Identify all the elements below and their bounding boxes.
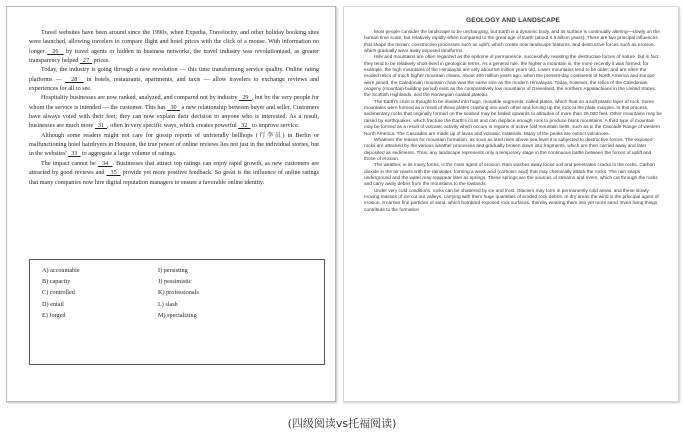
passage-text-run: prices. xyxy=(92,58,110,65)
blank-number: 28 xyxy=(64,76,84,83)
word-option: E) forged xyxy=(42,311,66,319)
word-bank-row xyxy=(42,289,324,300)
word-option: D) entail xyxy=(42,300,64,308)
word-option: M) specializing xyxy=(158,311,197,319)
passage-text-run: to improve service. xyxy=(250,123,300,130)
passage-text-run: Travel websites have been around since the 1990s, when Expedia, Travelocity, and other holiday booking sites were launched, allowing travelers to compare flight and hotel prices with the click of a mouse. With information no longer xyxy=(29,30,319,55)
word-option: B) capacity xyxy=(42,278,71,286)
blank-number: 29 xyxy=(239,95,252,102)
passage-paragraph: The Earth's crust is thought to be divided into huge, movable segments, called plates, which float on a soft plastic layer of rock. Some mountains were formed as a result of these plates crashing into each other and forcing up the rock at the plate margins. In this process, sedimentary rocks that originally formed on the seabed may be folded upwards to altitudes of more than 26,000 feet. Other mountains may be raised by earthquakes, which fracture the Earth's crust and can displace enough rock to produce block mountains. A third type of mountain may be formed as a result of volcanic activity which occurs in regions of active fold mountain belts, such as in the Cascade Range of western North America. The Cascades are made up of lavas and volcanic materials. Many of the peaks are extinct volcanoes. xyxy=(364,99,662,137)
word-option: K) professionals xyxy=(158,289,199,297)
passage-text-run: in hotels, restaurants, apartments, and taxis — allow travelers to exchange reviews and experiences for all to see. xyxy=(29,76,320,93)
passage-body xyxy=(364,30,662,214)
cet4-reading-page xyxy=(6,6,336,402)
word-option: J) pessimistic xyxy=(158,278,192,286)
passage-paragraph: Under very cold conditions, rocks can be shattered by ice and frost. Glaciers may form in permanently cold areas, and these slowly moving masses of ice cut out valleys, carrying with them huge quantities of eroded rock debris. In dry areas the wind is the principal agent of erosion. It carries fine particles of sand, which bombard exposed rock surfaces, thereby wearing them into yet more sand. Even living things contribute to the formation xyxy=(364,188,659,213)
passage-paragraph xyxy=(29,94,319,131)
word-bank-row xyxy=(42,267,324,278)
blank-number: 31 xyxy=(94,123,108,130)
passage-paragraph xyxy=(29,29,319,66)
passage-paragraph: Most people consider the landscape to be unchanging, but Earth is a dynamic body, and its surface is continually altering—slowly on the human time scale, but relatively rapidly when compared to the great age of Earth (about 4.5 billion years). There are two principal influences that shape the terrain: constructive processes such as uplift, which create new landscape features, and destructive forces such as erosion, which gradually wear away exposed landforms. xyxy=(364,30,660,55)
blank-number: 32 xyxy=(238,123,251,130)
figure-caption: (四级阅读vs托福阅读) xyxy=(287,417,397,430)
blank-number: 27 xyxy=(79,58,93,65)
passage-text-run: a new relationship between buyer and seller. Customers have always voted with their feet; they can now explain their decision to anyone who is interested. As a result, businesses are much more xyxy=(29,104,320,130)
blank-number: 33 xyxy=(68,151,81,158)
blank-number: 35 xyxy=(106,170,121,177)
passage-paragraph: The weather, in its many forms, is the main agent of erosion. Rain washes away loose soil and penetrates cracks in the rocks. Carbon dioxide in the air reacts with the rainwater, forming a weak acid (carbonic acid) that may chemically attack the rocks. The rain seeps underground and the water may reappear later as springs. These springs are the sources of streams and rivers, which cut through the rocks and carry away debris from the mountains to the lowlands. xyxy=(364,163,658,188)
word-option: C) controlled xyxy=(42,289,75,297)
passage-text-run: to aggregate a large volume of ratings. xyxy=(80,151,177,158)
word-bank-row xyxy=(42,301,324,312)
passage-text-run: . Businesses that attract top ratings can enjoy rapid growth, as new customers are attracted by good reviews and xyxy=(29,160,319,177)
passage-paragraph xyxy=(29,160,319,188)
passage-text-run: , but by the very people for whom the service is intended — the customer. This has xyxy=(29,95,319,111)
passage-text-run: , often in very specific ways, which creates powerful xyxy=(107,123,239,130)
passage-title: GEOLOGY AND LANDSCAPE xyxy=(465,17,561,24)
blank-number: 34 xyxy=(97,160,113,167)
word-option: A) accountable xyxy=(42,267,80,274)
blank-number: 30 xyxy=(167,104,180,111)
passage-text-run: Hospitality businesses are now ranked, analyzed, and compared not by industry xyxy=(41,95,240,102)
word-bank-row xyxy=(42,312,324,323)
passage-text-run: by travel agents or hidden in business networks, the travel industry was revolutionized, as greater transparency helped xyxy=(29,48,319,65)
word-bank-row xyxy=(42,278,324,289)
toefl-reading-page xyxy=(343,6,679,402)
passage-text-run: The impact cannot be xyxy=(41,160,98,167)
word-bank-box xyxy=(29,259,325,365)
passage-paragraph xyxy=(29,66,319,94)
word-option: I) persisting xyxy=(158,267,188,274)
passage-text-run: Although some readers might not care for gossip reports of unfriendly bellhops (行李员) in Berlin or malfunctioning hotel hairdryers in Houston, the true power of online reviews lies not just in the individual stories, but in the websites' xyxy=(29,132,319,158)
passage-paragraph: Hills and mountains are often regarded as the epitome of permanence, successfully resisting the destructive forces of nature, but in fact they tend to be relatively short-lived in geological terms. As a general rule, the higher a mountain is, the more recently it was formed; for example, the high mountains of the Himalayas are only about 50 million years old. Lower mountains tend to be older, and are often the eroded relics of much higher mountain chains. About 400 million years ago, when the present-day continents of North America and Europe were joined, the Caledonian mountain chain was the same size as the modern Himalayas. Today, however, the relics of the Caledonian orogeny (mountain-building period) exist as the comparatively low mountains of Greenland, the northern Appalachians in the United States, the Scottish Highlands, and the Norwegian coastal plateau. xyxy=(364,55,659,99)
word-option: L) slash xyxy=(158,300,178,308)
passage-text-run: Today, the industry is going through a new revolution — this time transforming service quality. Online rating platforms — xyxy=(29,67,319,83)
blank-number: 26 xyxy=(47,48,64,55)
passage-paragraph: Whatever the reason for mountain formation, as soon as land rises above sea level it is subjected to destructive forces. The exposed rocks are attacked by the various weather processes and gradually broken down into fragments, which are then carried away and later deposited as sediments. Thus, any landscape represents only a temporary stage in the continuous battle between the forces of uplift and those of erosion. xyxy=(364,137,653,162)
passage-paragraph xyxy=(29,132,319,160)
passage-text-run: provide yet more positive feedback. So great is the influence of online ratings that many companies now hire digital reputation managers to ensure a favorable online identity. xyxy=(29,170,320,186)
passage-text xyxy=(29,29,319,188)
